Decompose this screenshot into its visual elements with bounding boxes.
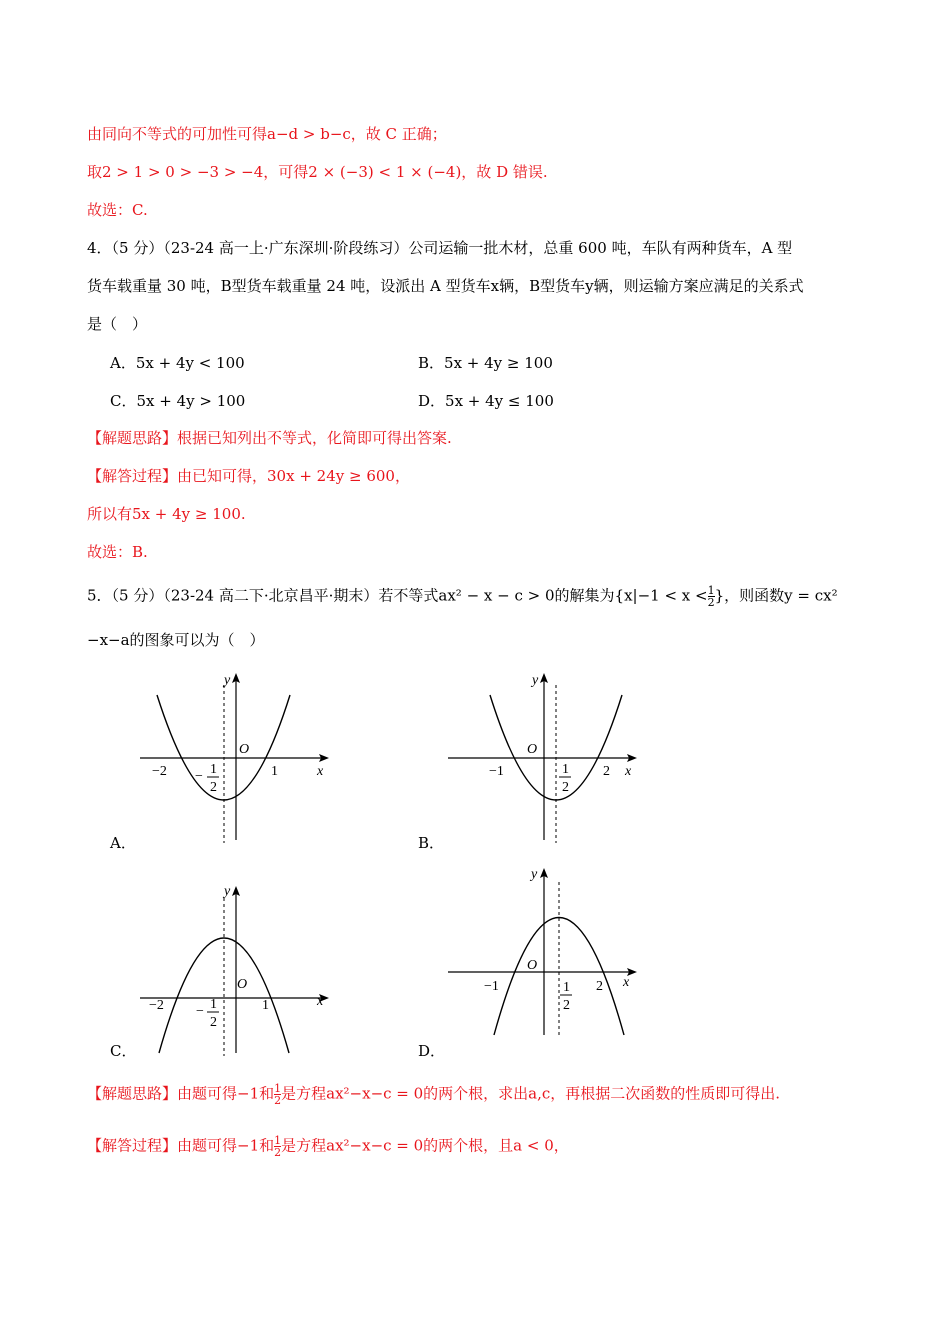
prev-line-2: 取2 > 1 > 0 > −3 > −4，可得2 × (−3) < 1 × (−4)，故 D 错误.: [87, 163, 548, 181]
axis-fraction-den: 2: [210, 780, 217, 795]
right-root-label: 1: [262, 998, 269, 1013]
origin-label: O: [239, 742, 250, 757]
prev-line-1: 由同向不等式的可加性可得a−d > b−c，故 C 正确；: [87, 125, 447, 143]
origin-label: O: [527, 742, 538, 757]
origin-label: O: [237, 977, 248, 992]
q4-option-c[interactable]: C．5x + 4y > 100: [110, 392, 246, 410]
q4-stem-line-3: 是（ ）: [87, 315, 148, 333]
q5-process-part-b: 是方程ax²−x−c = 0的两个根，且a < 0，: [281, 1136, 569, 1155]
q5-idea-part-a: 【解题思路】由题可得−1和: [87, 1084, 275, 1103]
axis-fraction-num: 1: [210, 762, 217, 777]
prev-answer: 故选：C.: [87, 201, 148, 219]
q4-option-d[interactable]: D．5x + 4y ≤ 100: [418, 392, 554, 410]
x-label: x: [625, 764, 632, 779]
parabola: [494, 918, 624, 1036]
axis-fraction-num: 1: [562, 762, 569, 777]
x-label: x: [623, 975, 630, 990]
y-label: y: [531, 867, 538, 882]
graph-d: [443, 860, 643, 1040]
left-root-label: −2: [149, 998, 164, 1013]
q5-idea-part-b: 是方程ax²−x−c = 0的两个根，求出a,c，再根据二次函数的性质即可得出.: [281, 1084, 781, 1103]
left-root-label: −1: [489, 764, 504, 779]
graph-a: [135, 665, 335, 845]
q5-solution-idea: [87, 1083, 780, 1106]
y-label: y: [224, 884, 231, 899]
axis-fraction-den: 2: [210, 1015, 217, 1030]
q5-solution-process: [87, 1135, 569, 1158]
graph-b: [443, 665, 643, 845]
q4-answer: 故选：B.: [87, 543, 148, 561]
q5-stem-part-b: }，则函数y = cx²: [714, 586, 838, 605]
q5-option-a[interactable]: A．: [110, 834, 136, 852]
q4-solution-result: 所以有5x + 4y ≥ 100.: [87, 505, 246, 523]
q4-stem-line-1: 4．（5 分）（23-24 高一上·广东深圳·阶段练习）公司运输一批木材，总重 600 吨，车队有两种货车，A 型: [87, 239, 793, 257]
q5-stem-part-a: 5．（5 分）（23-24 高二下·北京昌平·期末）若不等式ax² − x − c > 0的解集为{x|−1 < x <: [87, 586, 708, 605]
q4-solution-idea: 【解题思路】根据已知列出不等式，化简即可得出答案.: [87, 429, 452, 447]
right-root-label: 1: [271, 764, 278, 779]
q5-idea-fraction: $\frac{1}{2}$: [274, 1082, 282, 1107]
q4-option-a[interactable]: A．5x + 4y < 100: [110, 354, 245, 372]
axis-fraction-num: 1: [210, 997, 217, 1012]
right-root-label: 2: [596, 979, 603, 994]
q5-option-d[interactable]: D．: [418, 1042, 446, 1060]
q4-solution-process: 【解答过程】由已知可得，30x + 24y ≥ 600，: [87, 467, 410, 485]
graph-c: [135, 878, 335, 1058]
q5-option-b[interactable]: B．: [418, 834, 445, 852]
q5-process-part-a: 【解答过程】由题可得−1和: [87, 1136, 275, 1155]
y-label: y: [224, 673, 231, 688]
left-root-label: −2: [152, 764, 167, 779]
q5-option-c[interactable]: C．: [110, 1042, 137, 1060]
q5-fraction-half: $\frac{1}{2}$: [707, 584, 715, 609]
q5-stem-line-1: [87, 585, 838, 608]
x-label: x: [317, 764, 324, 779]
axis-minus-sign: −: [195, 769, 203, 784]
q4-option-b[interactable]: B．5x + 4y ≥ 100: [418, 354, 553, 372]
q5-stem-line-2: −x−a的图象可以为（ ）: [87, 631, 265, 649]
axis-minus-sign: −: [196, 1004, 204, 1019]
axis-fraction-num: 1: [563, 980, 570, 995]
axis-fraction-den: 2: [562, 780, 569, 795]
left-root-label: −1: [484, 979, 499, 994]
q4-stem-line-2: 货车载重量 30 吨，B型货车载重量 24 吨，设派出 A 型货车x辆，B型货车y辆，则运输方案应满足的关系式: [87, 277, 804, 295]
q5-process-fraction: $\frac{1}{2}$: [274, 1134, 282, 1159]
right-root-label: 2: [603, 764, 610, 779]
origin-label: O: [527, 958, 538, 973]
x-label: x: [317, 994, 324, 1009]
y-label: y: [532, 673, 539, 688]
axis-fraction-den: 2: [563, 998, 570, 1013]
